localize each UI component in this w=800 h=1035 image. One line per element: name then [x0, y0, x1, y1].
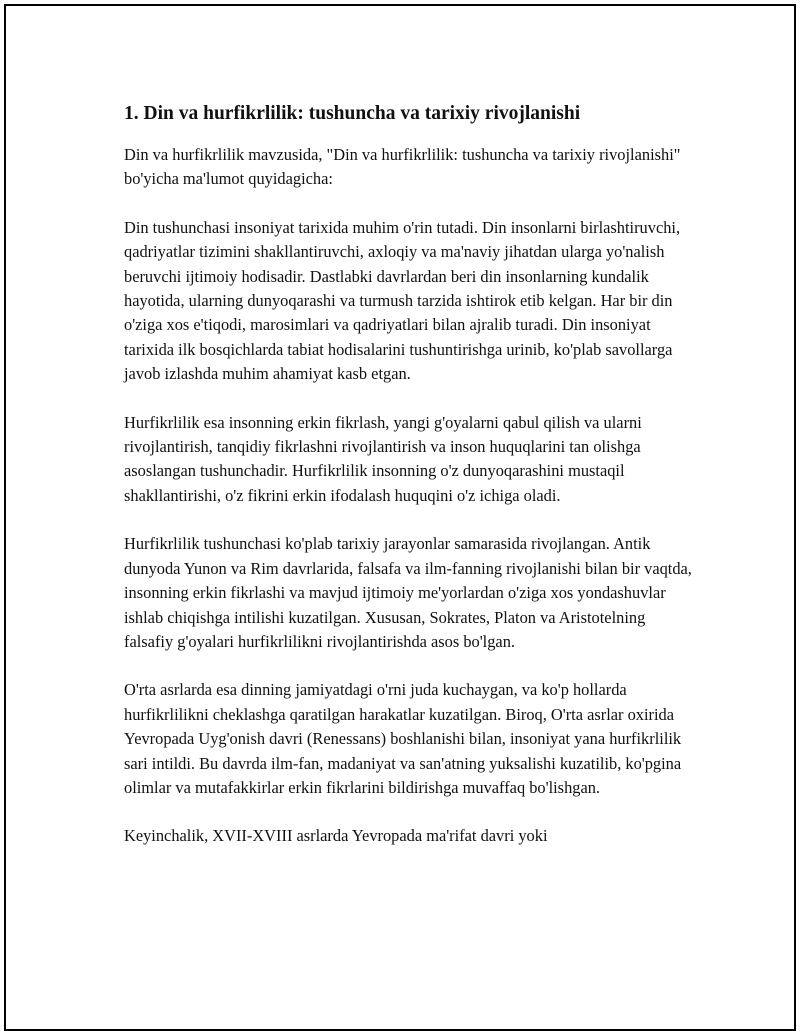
paragraph-antiquity: Hurfikrlilik tushunchasi ko'plab tarixiy jarayonlar samarasida rivojlangan. Antik dunyoda Yunon va Rim davrlarida, falsafa va ilm-fanning rivojlanishi bilan bir vaqtda, insonning erkin fikrlashi va mavjud ijtimoiy me'yorlardan o'ziga xos yondashuvlar ishlab chiqishga intilishi kuzatilgan. Xususan, Sokrates, Platon va Aristotelning falsafiy g'oyalari hurfikrlilikni rivojlantirishda asos bo'lgan. — [124, 534, 692, 651]
paragraph-enlightenment: Keyinchalik, XVII-XVIII asrlarda Yevropada ma'rifat davri yoki — [124, 826, 548, 846]
paragraph-middle-ages: O'rta asrlarda esa dinning jamiyatdagi o'rni juda kuchaygan, va ko'p hollarda hurfikrlilikni cheklashga qaratilgan harakatlar kuzatilgan. Biroq, O'rta asrlar oxirida Yevropada Uyg'onish davri (Renessans) boshlanishi bilan, insoniyat yana hurfikrlilik sari intildi. Bu davrda ilm-fan, madaniyat va san'atning yuksalishi kuzatilib, ko'pgina olimlar va mutafakkirlar erkin fikrlarini bildirishga muvaffaq bo'lishgan. — [124, 680, 682, 797]
intro-paragraph: Din va hurfikrlilik mavzusida, "Din va hurfikrlilik: tushuncha va tarixiy rivojlanishi" bo'yicha ma'lumot quyidagicha: — [124, 145, 681, 189]
page-border — [4, 4, 796, 1031]
document-body — [124, 100, 694, 873]
paragraph-freethinking-definition: Hurfikrlilik esa insonning erkin fikrlash, yangi g'oyalarni qabul qilish va ularni rivojlantirish, tanqidiy fikrlashni rivojlantirish va inson huquqlarini tan olishga asoslangan tushunchadir. Hurfikrlilik insonning o'z dunyoqarashini mustaqil shakllantirishi, o'z fikrini erkin ifodalash huquqini o'z ichiga oladi. — [124, 412, 642, 505]
document-title: 1. Din va hurfikrlilik: tushuncha va tarixiy rivojlanishi — [124, 103, 581, 124]
paragraph-religion-concept: Din tushunchasi insoniyat tarixida muhim o'rin tutadi. Din insonlarni birlashtiruvchi, qadriyatlar tizimini shakllantiruvchi, axloqiy va ma'naviy jihatdan ularga yo'nalish beruvchi ijtimoiy hodisadir. Dastlabki davrlardan beri din insonlarning kundalik hayotida, ularning dunyoqarashi va turmush tarzida ishtirok etib kelgan. Har bir din o'ziga xos e'tiqodi, marosimlari va qadriyatlari bilan ajralib turadi. Din insoniyat tarixida ilk bosqichlarda tabiat hodisalarini tushuntirishga urinib, ko'plab savollarga javob izlashda muhim ahamiyat kasb etgan. — [124, 217, 681, 384]
